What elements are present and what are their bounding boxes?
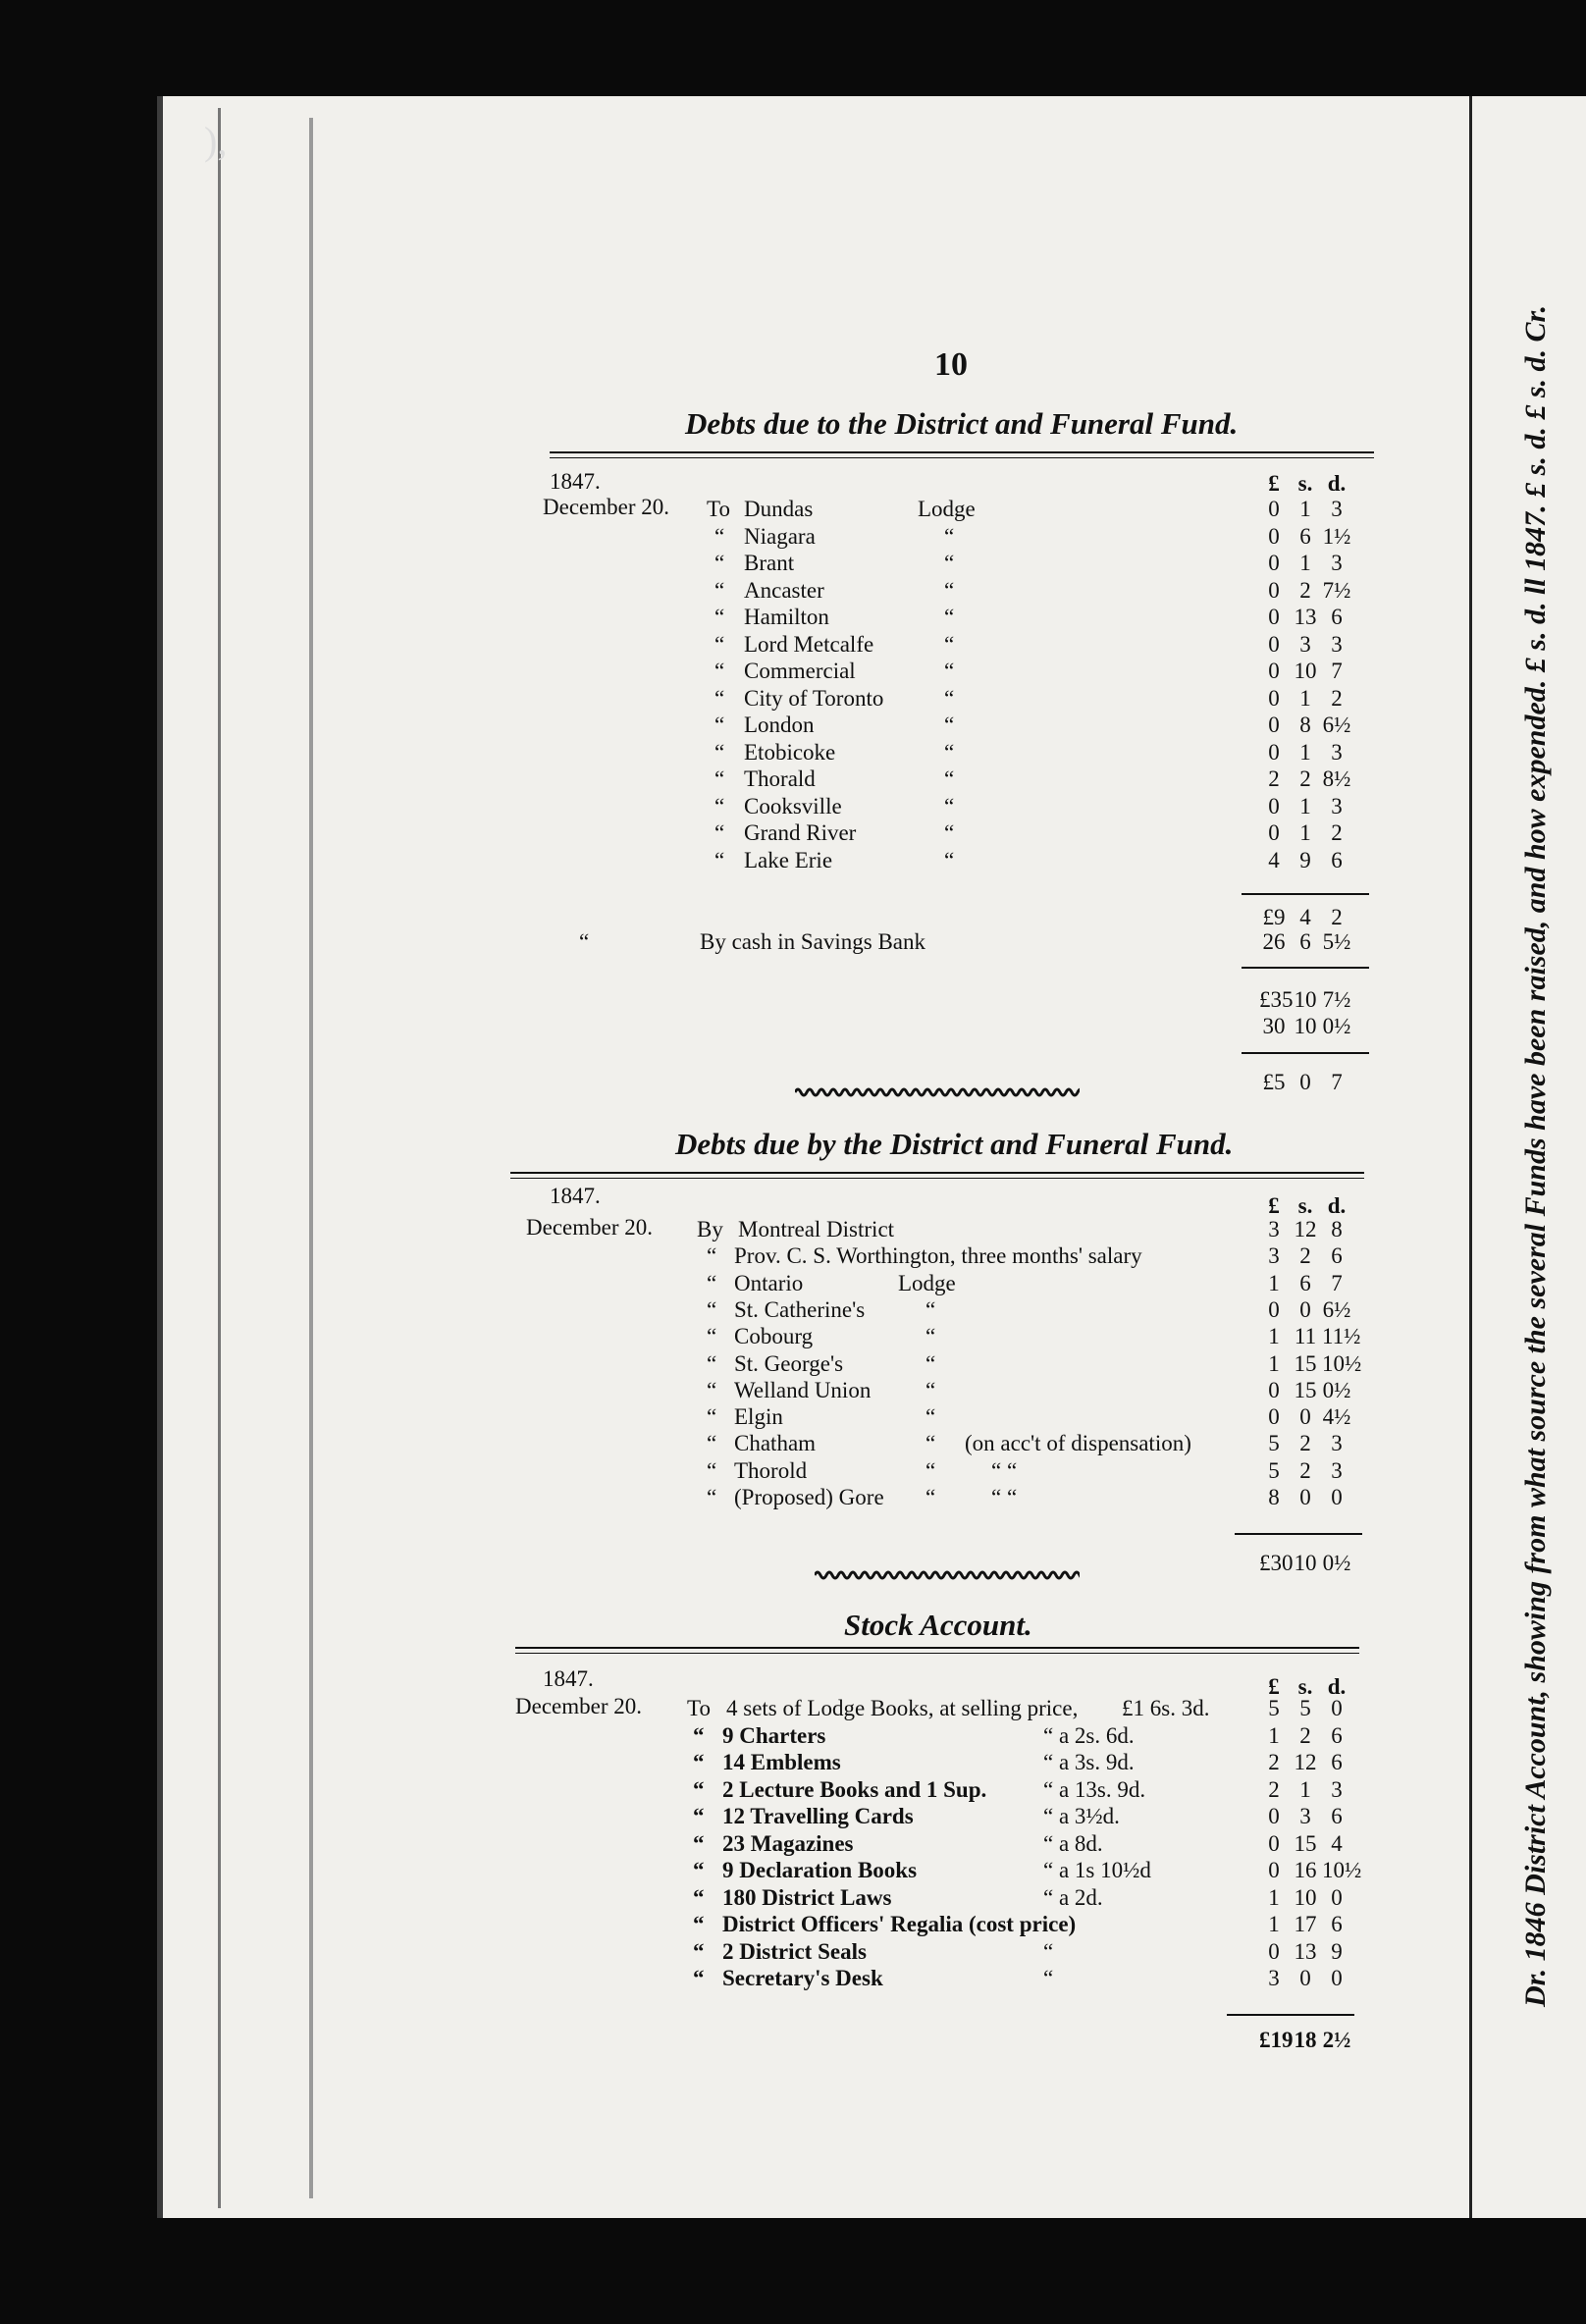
ledger-row-shillings: 15 bbox=[1294, 1830, 1317, 1856]
subtotal-pence: 2 bbox=[1331, 905, 1343, 929]
ledger-row-prefix: By bbox=[697, 1217, 723, 1241]
ledger-row-rate: “ a 13s. 9d. bbox=[1043, 1776, 1146, 1802]
ledger-row-pence: 10½ bbox=[1322, 1350, 1362, 1376]
ledger-row-pence: 6 bbox=[1331, 1750, 1343, 1774]
currency-header: s. bbox=[1297, 471, 1313, 496]
ledger-row-name: Thorald bbox=[744, 766, 816, 791]
ledger-row-shillings: 2 bbox=[1299, 766, 1311, 791]
ledger-row-pence: 6 bbox=[1331, 1243, 1343, 1269]
ledger-row-prefix: “ bbox=[714, 766, 725, 791]
ledger-date: December 20. bbox=[515, 1694, 642, 1718]
ledger-row-pounds: 2 bbox=[1268, 1776, 1280, 1802]
ledger-row-pounds: 0 bbox=[1268, 577, 1280, 603]
ledger-row-prefix: “ bbox=[693, 1830, 705, 1856]
ledger-row-shillings: 1 bbox=[1299, 820, 1311, 845]
ledger-row-prefix: “ bbox=[693, 1776, 705, 1802]
ledger-row-type: “ bbox=[944, 685, 955, 711]
ledger-row-shillings: 2 bbox=[1299, 577, 1311, 603]
ledger-row-shillings: 9 bbox=[1299, 847, 1311, 872]
total-pence: 0½ bbox=[1322, 1551, 1351, 1575]
ledger-row-prefix: “ bbox=[693, 1804, 705, 1828]
ledger-row-shillings: 2 bbox=[1299, 1722, 1311, 1748]
ledger-row-pounds: 3 bbox=[1268, 1217, 1280, 1241]
ledger-row-pence: 0 bbox=[1331, 1884, 1343, 1910]
ledger-row-prefix: “ bbox=[707, 1350, 717, 1376]
total-shillings: 10 bbox=[1294, 987, 1317, 1012]
ledger-row-type: “ bbox=[944, 659, 955, 683]
total-pence: 7½ bbox=[1322, 987, 1351, 1012]
ledger-row-name: Lake Erie bbox=[744, 847, 833, 872]
ledger-row-shillings: 15 bbox=[1294, 1377, 1317, 1402]
ledger-row-name: Cobourg bbox=[734, 1324, 814, 1349]
ledger-row-pence: 7 bbox=[1331, 1270, 1343, 1295]
ledger-row-name: Ancaster bbox=[744, 577, 824, 603]
ledger-row-prefix: “ bbox=[714, 659, 725, 683]
ledger-row-rate: “ a 3½d. bbox=[1043, 1804, 1120, 1828]
less-shillings: 10 bbox=[1294, 1014, 1317, 1038]
ledger-row-prefix: “ bbox=[714, 685, 725, 711]
ledger-row-pounds: 0 bbox=[1268, 1804, 1280, 1828]
ledger-row-pence: 6½ bbox=[1322, 713, 1351, 737]
less-pence: 0½ bbox=[1322, 1014, 1351, 1038]
double-rule bbox=[550, 457, 1374, 458]
ledger-row-pence: 3 bbox=[1331, 631, 1343, 657]
ledger-row-pence: 3 bbox=[1331, 551, 1343, 575]
ledger-row-name: City of Toronto bbox=[744, 685, 884, 711]
ledger-row-pounds: 0 bbox=[1268, 1938, 1280, 1964]
ledger-row-name: Brant bbox=[744, 551, 795, 575]
double-rule bbox=[510, 1178, 1364, 1179]
ledger-row-pounds: 1 bbox=[1268, 1912, 1280, 1936]
ledger-row-pence: 9 bbox=[1331, 1938, 1343, 1964]
ledger-row-shillings: 2 bbox=[1299, 1457, 1311, 1483]
ledger-row-description: District Officers' Regalia (cost price) bbox=[722, 1912, 1077, 1936]
ledger-row-pence: 7½ bbox=[1322, 577, 1351, 603]
ledger-row-shillings: 13 bbox=[1294, 605, 1317, 629]
ledger-row-shillings: 10 bbox=[1294, 1884, 1317, 1910]
ledger-row-prefix: “ bbox=[707, 1296, 717, 1322]
ledger-row-name: Etobicoke bbox=[744, 739, 836, 765]
section-title: Debts due to the District and Funeral Fund. bbox=[685, 406, 1239, 441]
ledger-row-shillings: 1 bbox=[1299, 497, 1311, 521]
ledger-row-pounds: 0 bbox=[1268, 685, 1280, 711]
ledger-row-shillings: 1 bbox=[1299, 1776, 1311, 1802]
ledger-row-pounds: 5 bbox=[1268, 1696, 1280, 1720]
currency-header: d. bbox=[1327, 1674, 1347, 1699]
ledger-year: 1847. bbox=[543, 1666, 594, 1691]
ledger-date: December 20. bbox=[526, 1215, 653, 1240]
ledger-row-pence: 0 bbox=[1331, 1485, 1343, 1509]
currency-header: £ bbox=[1268, 1674, 1280, 1699]
ledger-row-shillings: 0 bbox=[1299, 1966, 1311, 1990]
ledger-row-type: “ bbox=[925, 1350, 936, 1376]
total-shillings: 10 bbox=[1294, 1551, 1317, 1575]
ledger-row-name: Prov. C. S. Worthington, three months' salary bbox=[734, 1243, 1142, 1269]
ledger-row-pounds: 8 bbox=[1268, 1485, 1280, 1509]
ledger-row-pounds: 0 bbox=[1268, 551, 1280, 575]
ledger-row-prefix: “ bbox=[714, 631, 725, 657]
ledger-row-pence: 6 bbox=[1331, 1804, 1343, 1828]
ledger-row-shillings: 16 bbox=[1294, 1858, 1317, 1882]
ledger-row-description: 23 Magazines bbox=[722, 1830, 854, 1856]
ledger-row-shillings: 2 bbox=[1299, 1243, 1311, 1269]
ledger-row-type: “ bbox=[925, 1404, 936, 1430]
ledger-row-prefix: “ bbox=[693, 1912, 705, 1936]
ledger-row-shillings: 5 bbox=[1299, 1696, 1311, 1720]
total-pence: 2½ bbox=[1322, 2028, 1351, 2052]
ledger-row-type: “ bbox=[944, 739, 955, 765]
ledger-row-name: London bbox=[744, 713, 815, 737]
balance-shillings: 0 bbox=[1299, 1070, 1311, 1094]
facing-page-heading: Dr. 1846 District Account, showing from what source the several Funds have been raised, and how expended. £ s. d. ll 1847. £ s. d. £ s. d. Cr. bbox=[1519, 304, 1552, 2008]
ledger-row-shillings: 1 bbox=[1299, 551, 1311, 575]
ledger-row-rate: “ a 3s. 9d. bbox=[1043, 1750, 1135, 1774]
ledger-row-prefix: “ bbox=[707, 1243, 717, 1269]
cash-row-label: By cash in Savings Bank bbox=[700, 929, 925, 954]
currency-header: d. bbox=[1327, 471, 1347, 496]
ledger-year: 1847. bbox=[550, 469, 601, 494]
total-rule bbox=[1227, 2014, 1354, 2016]
ledger-row-prefix: “ bbox=[714, 739, 725, 765]
ledger-row-pence: 3 bbox=[1331, 1431, 1343, 1456]
ledger-row-pounds: 0 bbox=[1268, 605, 1280, 629]
margin-mark: ), bbox=[204, 119, 228, 163]
ledger-row-rate: “ a 8d. bbox=[1043, 1830, 1103, 1856]
facing-page bbox=[1469, 96, 1586, 2218]
ledger-row-type: “ bbox=[925, 1431, 936, 1456]
ledger-row-prefix: “ bbox=[707, 1457, 717, 1483]
ledger-row-prefix: “ bbox=[714, 551, 725, 575]
ledger-row-prefix: “ bbox=[693, 1858, 705, 1882]
ledger-date-ditto: “ bbox=[579, 929, 590, 954]
ledger-row-shillings: 11 bbox=[1294, 1324, 1317, 1349]
ledger-row-pence: 0 bbox=[1331, 1966, 1343, 1990]
ledger-row-pounds: 0 bbox=[1268, 1377, 1280, 1402]
ledger-row-shillings: 12 bbox=[1294, 1750, 1317, 1774]
ledger-row-pounds: 0 bbox=[1268, 793, 1280, 819]
ledger-row-pence: 10½ bbox=[1322, 1858, 1362, 1882]
ledger-row-pounds: 0 bbox=[1268, 1830, 1280, 1856]
ledger-row-pounds: 0 bbox=[1268, 659, 1280, 683]
ledger-row-pounds: 0 bbox=[1268, 739, 1280, 765]
ledger-row-prefix: “ bbox=[707, 1404, 717, 1430]
balance-pence: 7 bbox=[1331, 1070, 1343, 1094]
currency-header: s. bbox=[1297, 1674, 1313, 1699]
ledger-row-pounds: 1 bbox=[1268, 1722, 1280, 1748]
ledger-row-shillings: 1 bbox=[1299, 685, 1311, 711]
ledger-row-prefix: To bbox=[707, 497, 730, 521]
ledger-row-name: St. Catherine's bbox=[734, 1296, 866, 1322]
ledger-row-prefix: “ bbox=[707, 1324, 717, 1349]
ledger-row-pounds: 0 bbox=[1268, 1296, 1280, 1322]
double-rule bbox=[515, 1647, 1359, 1649]
subtotal-pounds: £9 bbox=[1262, 905, 1286, 929]
balance-rule bbox=[1242, 1052, 1369, 1054]
ledger-row-prefix: “ bbox=[714, 605, 725, 629]
ledger-row-note: “ “ bbox=[991, 1457, 1018, 1483]
ledger-row-name: Montreal District bbox=[738, 1217, 895, 1241]
ledger-row-rate: “ a 2s. 6d. bbox=[1043, 1722, 1135, 1748]
ledger-row-pence: 8 bbox=[1331, 1217, 1343, 1241]
ledger-row-prefix: “ bbox=[714, 713, 725, 737]
ledger-row-pence: 1½ bbox=[1322, 523, 1351, 549]
spine-edge bbox=[157, 96, 163, 2218]
ledger-row-pounds: 1 bbox=[1268, 1884, 1280, 1910]
ledger-row-pence: 3 bbox=[1331, 739, 1343, 765]
ledger-row-shillings: 6 bbox=[1299, 523, 1311, 549]
ledger-row-pence: 6 bbox=[1331, 605, 1343, 629]
ledger-row-prefix: “ bbox=[707, 1270, 717, 1295]
currency-header: £ bbox=[1268, 471, 1280, 496]
ledger-row-pence: 7 bbox=[1331, 659, 1343, 683]
ledger-row-prefix: “ bbox=[714, 523, 725, 549]
ledger-row-pounds: 0 bbox=[1268, 497, 1280, 521]
ledger-row-shillings: 3 bbox=[1299, 631, 1311, 657]
ledger-row-description: 4 sets of Lodge Books, at selling price, bbox=[726, 1696, 1079, 1720]
ledger-row-pence: 0½ bbox=[1322, 1377, 1351, 1402]
ledger-row-pounds: 0 bbox=[1268, 523, 1280, 549]
ledger-row-prefix: To bbox=[687, 1696, 711, 1720]
ledger-row-shillings: 0 bbox=[1299, 1404, 1311, 1430]
ledger-row-name: Thorold bbox=[734, 1457, 808, 1483]
gutter-shadow bbox=[309, 118, 313, 2198]
ledger-row-type: “ bbox=[944, 605, 955, 629]
ledger-row-description: 12 Travelling Cards bbox=[722, 1804, 914, 1828]
cash-row-pence: 5½ bbox=[1322, 929, 1351, 954]
ledger-row-rate: £1 6s. 3d. bbox=[1122, 1696, 1210, 1720]
ledger-row-shillings: 8 bbox=[1299, 713, 1311, 737]
ledger-row-pence: 0 bbox=[1331, 1696, 1343, 1720]
ledger-row-prefix: “ bbox=[714, 793, 725, 819]
ledger-row-pounds: 5 bbox=[1268, 1431, 1280, 1456]
ledger-row-type: “ bbox=[944, 631, 955, 657]
ledger-row-note: “ “ bbox=[991, 1485, 1018, 1509]
ledger-row-pence: 4½ bbox=[1322, 1404, 1351, 1430]
ledger-row-shillings: 6 bbox=[1299, 1270, 1311, 1295]
ledger-row-type: “ bbox=[944, 766, 955, 791]
ledger-row-type: “ bbox=[925, 1485, 936, 1509]
double-rule bbox=[550, 451, 1374, 453]
ledger-row-pence: 6 bbox=[1331, 847, 1343, 872]
ledger-row-name: Elgin bbox=[734, 1404, 783, 1430]
ledger-row-pence: 2 bbox=[1331, 820, 1343, 845]
ledger-row-pounds: 3 bbox=[1268, 1966, 1280, 1990]
double-rule bbox=[510, 1172, 1364, 1174]
total-pounds: £30 bbox=[1259, 1551, 1294, 1575]
ledger-row-name: Grand River bbox=[744, 820, 857, 845]
ledger-row-shillings: 17 bbox=[1294, 1912, 1317, 1936]
ledger-year: 1847. bbox=[550, 1184, 601, 1208]
ledger-row-pounds: 2 bbox=[1268, 1750, 1280, 1774]
ledger-row-pence: 8½ bbox=[1322, 766, 1351, 791]
ledger-row-pence: 11½ bbox=[1322, 1324, 1361, 1349]
total-pounds: £19 bbox=[1259, 2028, 1294, 2052]
ledger-row-pence: 3 bbox=[1331, 1457, 1343, 1483]
ledger-row-description: 9 Declaration Books bbox=[722, 1858, 918, 1882]
total-shillings: 18 bbox=[1294, 2028, 1317, 2052]
ledger-row-rate: “ a 1s 10½d bbox=[1043, 1858, 1151, 1882]
ledger-row-name: Cooksville bbox=[744, 793, 842, 819]
page-number: 10 bbox=[934, 346, 968, 383]
section-title: Stock Account. bbox=[844, 1608, 1032, 1642]
less-pounds: 30 bbox=[1262, 1014, 1286, 1038]
total-rule bbox=[1242, 967, 1369, 969]
ledger-row-pounds: 1 bbox=[1268, 1324, 1280, 1349]
ledger-row-name: Lord Metcalfe bbox=[744, 631, 874, 657]
ledger-row-rate: “ bbox=[1043, 1938, 1054, 1964]
ledger-row-prefix: “ bbox=[693, 1884, 705, 1910]
ledger-row-pence: 6 bbox=[1331, 1912, 1343, 1936]
gutter-line bbox=[218, 108, 221, 2208]
ledger-row-name: Ontario bbox=[734, 1270, 804, 1295]
ledger-row-shillings: 15 bbox=[1294, 1350, 1317, 1376]
ledger-row-type: “ bbox=[925, 1457, 936, 1483]
ledger-row-pence: 3 bbox=[1331, 793, 1343, 819]
ledger-row-pounds: 3 bbox=[1268, 1243, 1280, 1269]
ledger-row-prefix: “ bbox=[693, 1938, 705, 1964]
ledger-row-shillings: 3 bbox=[1299, 1804, 1311, 1828]
ledger-row-type: “ bbox=[944, 523, 955, 549]
ledger-row-name: Niagara bbox=[744, 523, 816, 549]
ledger-row-shillings: 1 bbox=[1299, 739, 1311, 765]
ledger-row-note: (on acc't of dispensation) bbox=[965, 1431, 1191, 1456]
currency-header: s. bbox=[1297, 1193, 1313, 1218]
ledger-row-pounds: 1 bbox=[1268, 1270, 1280, 1295]
ledger-row-prefix: “ bbox=[693, 1966, 705, 1990]
ledger-row-prefix: “ bbox=[707, 1431, 717, 1456]
section-title: Debts due by the District and Funeral Fund. bbox=[675, 1127, 1234, 1161]
ledger-row-prefix: “ bbox=[693, 1722, 705, 1748]
wavy-divider bbox=[795, 1085, 1080, 1099]
ledger-row-type: “ bbox=[944, 820, 955, 845]
ledger-row-shillings: 0 bbox=[1299, 1485, 1311, 1509]
ledger-row-description: 2 District Seals bbox=[722, 1938, 867, 1964]
ledger-row-pounds: 1 bbox=[1268, 1350, 1280, 1376]
ledger-row-pounds: 2 bbox=[1268, 766, 1280, 791]
ledger-row-shillings: 1 bbox=[1299, 793, 1311, 819]
ledger-row-name: Dundas bbox=[744, 497, 814, 521]
ledger-date: December 20. bbox=[543, 495, 669, 519]
ledger-row-pounds: 0 bbox=[1268, 631, 1280, 657]
ledger-row-type: “ bbox=[944, 713, 955, 737]
subtotal-shillings: 4 bbox=[1299, 905, 1311, 929]
ledger-row-type: Lodge bbox=[898, 1270, 956, 1295]
currency-header: £ bbox=[1268, 1193, 1280, 1218]
ledger-row-rate: “ bbox=[1043, 1966, 1054, 1990]
ledger-row-type: “ bbox=[944, 577, 955, 603]
ledger-row-shillings: 12 bbox=[1294, 1217, 1317, 1241]
ledger-row-description: 2 Lecture Books and 1 Sup. bbox=[722, 1776, 987, 1802]
ledger-row-pence: 3 bbox=[1331, 497, 1343, 521]
ledger-row-shillings: 13 bbox=[1294, 1938, 1317, 1964]
ledger-row-pounds: 0 bbox=[1268, 713, 1280, 737]
ledger-row-pence: 3 bbox=[1331, 1776, 1343, 1802]
ledger-row-pounds: 0 bbox=[1268, 820, 1280, 845]
ledger-row-prefix: “ bbox=[714, 820, 725, 845]
total-pounds: £35 bbox=[1259, 987, 1294, 1012]
balance-pounds: £5 bbox=[1262, 1070, 1286, 1094]
ledger-row-pence: 4 bbox=[1331, 1830, 1343, 1856]
ledger-row-name: Chatham bbox=[734, 1431, 817, 1456]
ledger-row-prefix: “ bbox=[707, 1377, 717, 1402]
ledger-row-pence: 6 bbox=[1331, 1722, 1343, 1748]
ledger-row-pounds: 5 bbox=[1268, 1457, 1280, 1483]
ledger-row-type: Lodge bbox=[918, 497, 976, 521]
ledger-row-description: 14 Emblems bbox=[722, 1750, 841, 1774]
ledger-row-description: Secretary's Desk bbox=[722, 1966, 883, 1990]
wavy-divider bbox=[815, 1568, 1080, 1582]
ledger-row-prefix: “ bbox=[707, 1485, 717, 1509]
ledger-row-prefix: “ bbox=[714, 847, 725, 872]
ledger-row-type: “ bbox=[944, 793, 955, 819]
total-rule bbox=[1235, 1533, 1362, 1535]
currency-header: d. bbox=[1327, 1193, 1347, 1218]
ledger-row-type: “ bbox=[925, 1296, 936, 1322]
ledger-row-name: Hamilton bbox=[744, 605, 829, 629]
ledger-row-name: (Proposed) Gore bbox=[734, 1485, 884, 1509]
ledger-row-type: “ bbox=[925, 1324, 936, 1349]
ledger-row-pounds: 4 bbox=[1268, 847, 1280, 872]
ledger-row-type: “ bbox=[925, 1377, 936, 1402]
ledger-row-pounds: 0 bbox=[1268, 1404, 1280, 1430]
ledger-row-type: “ bbox=[944, 551, 955, 575]
ledger-row-shillings: 0 bbox=[1299, 1296, 1311, 1322]
ledger-row-description: 9 Charters bbox=[722, 1722, 826, 1748]
ledger-row-name: Commercial bbox=[744, 659, 856, 683]
ledger-row-name: St. George's bbox=[734, 1350, 844, 1376]
ledger-row-description: 180 District Laws bbox=[722, 1884, 892, 1910]
cash-row-pounds: 26 bbox=[1262, 929, 1286, 954]
ledger-row-prefix: “ bbox=[714, 577, 725, 603]
ledger-row-pounds: 0 bbox=[1268, 1858, 1280, 1882]
ledger-row-rate: “ a 2d. bbox=[1043, 1884, 1103, 1910]
ledger-row-prefix: “ bbox=[693, 1750, 705, 1774]
ledger-row-name: Welland Union bbox=[734, 1377, 872, 1402]
ledger-row-shillings: 2 bbox=[1299, 1431, 1311, 1456]
ledger-row-pence: 2 bbox=[1331, 685, 1343, 711]
ledger-row-pence: 6½ bbox=[1322, 1296, 1351, 1322]
double-rule bbox=[515, 1653, 1359, 1654]
ledger-row-type: “ bbox=[944, 847, 955, 872]
subtotal-rule bbox=[1242, 893, 1369, 895]
ledger-row-shillings: 10 bbox=[1294, 659, 1317, 683]
cash-row-shillings: 6 bbox=[1299, 929, 1311, 954]
